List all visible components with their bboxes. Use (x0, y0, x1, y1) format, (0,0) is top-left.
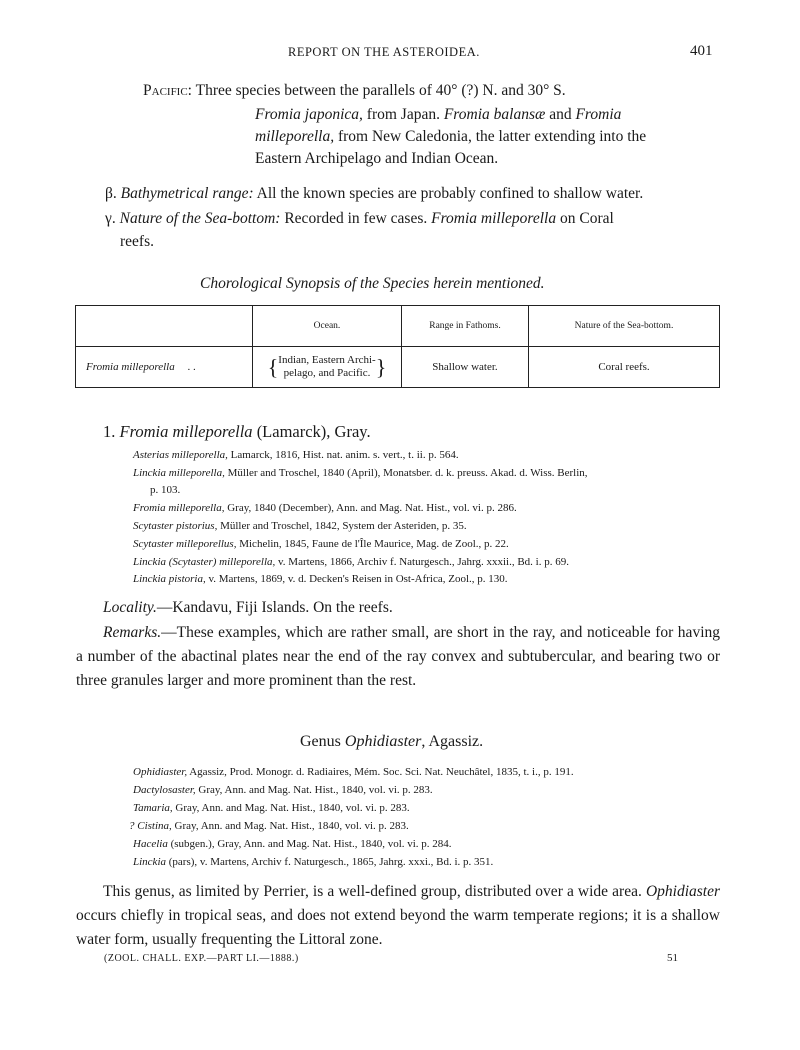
species-milleporella: milleporella, (255, 128, 335, 145)
locality-label: Locality. (103, 599, 157, 616)
synonym-name: Scytaster milleporellus, (133, 538, 237, 550)
gamma-label: Nature of the Sea-bottom: (119, 210, 281, 227)
cell-species (76, 347, 253, 388)
species-authority: (Lamarck), Gray. (252, 422, 371, 441)
left-brace: { (267, 354, 279, 380)
synonym-ref: v. Martens, 1869, v. d. Decken's Reisen in Ost-Africa, Zool., p. 130. (205, 573, 508, 585)
col-bottom: Nature of the Sea-bottom. (529, 306, 720, 347)
synonym-entry (150, 484, 180, 496)
pacific-text-3: from New Caledonia, the latter extending into the (334, 128, 647, 145)
genus-synonym-name: Hacelia (133, 838, 168, 850)
synonym-name: Linckia milleporella, (133, 467, 225, 479)
synonym-entry (133, 467, 588, 479)
synopsis-table (75, 305, 720, 388)
species-heading (103, 422, 371, 442)
pacific-text-2a: from Japan. (362, 106, 444, 123)
genus-synonym-name: ? Cistina, (129, 820, 172, 832)
remarks (76, 621, 720, 693)
cell-species-name: Fromia milleporella (86, 361, 175, 373)
col-species (76, 306, 253, 347)
right-brace: } (375, 354, 387, 380)
cell-species-dots: . . (187, 361, 196, 373)
synopsis-title: Chorological Synopsis of the Species herein mentioned. (200, 275, 545, 292)
cell-range: Shallow water. (402, 347, 529, 388)
genus-paragraph (76, 880, 720, 952)
ocean-line-1: Indian, Eastern Archi- (278, 354, 376, 366)
synonym-ref: p. 103. (150, 484, 181, 496)
synonym-entry (133, 573, 508, 585)
cell-ocean (253, 347, 402, 388)
sea-bottom-nature (105, 210, 614, 228)
synonym-ref: Lamarck, 1816, Hist. nat. anim. s. vert., t. ii. p. 564. (227, 449, 459, 461)
remarks-text: —These examples, which are rather small, are short in the ray, and noticeable for having a number of the abactinal plates near the end of the ray convex and subtubercular, and bearing two or three granules larger and more prominent than the rest. (76, 624, 720, 689)
pacific-details (255, 104, 725, 170)
genus-synonym-ref: (pars), v. Martens, Archiv f. Naturgesch., 1865, Jahrg. xxxi., Bd. i. p. 351. (166, 856, 494, 868)
genus-synonym-ref: (subgen.), Gray, Ann. and Mag. Nat. Hist., 1840, vol. vi. p. 284. (167, 838, 452, 850)
synonym-name: Asterias milleporella, (133, 449, 228, 461)
synonym-entry (133, 502, 517, 514)
pacific-line-1 (143, 82, 566, 100)
synonym-entry (133, 520, 467, 532)
locality (103, 599, 393, 617)
synonym-entry (133, 556, 569, 568)
beta-text: All the known species are probably confined to shallow water. (253, 185, 644, 202)
genus-synonym-entry (129, 820, 409, 832)
pacific-label: Pacific: (143, 82, 192, 99)
genus-heading (300, 733, 483, 751)
synonym-entry (133, 449, 459, 461)
page-number: 401 (690, 43, 713, 59)
locality-text: —Kandavu, Fiji Islands. On the reefs. (156, 599, 393, 616)
genus-name: Ophidiaster (344, 733, 422, 750)
species-fromia: Fromia (575, 106, 622, 123)
bathymetrical-range (105, 185, 643, 203)
footer-sheet-number: 51 (667, 952, 678, 964)
genus-para-b: occurs chiefly in tropical seas, and does not extend beyond the warm temperate regions; it is a shallow water form, usually frequenting the Littoral zone. (76, 907, 720, 948)
species-name: Fromia milleporella (119, 422, 253, 441)
genus-synonym-name: Linckia (133, 856, 166, 868)
synonym-ref: Müller and Troschel, 1840 (April), Monatsber. d. k. preuss. Akad. d. Wiss. Berlin, (224, 467, 588, 479)
genus-synonym-ref: Gray, Ann. and Mag. Nat. Hist., 1840, vol. vi. p. 283. (171, 820, 409, 832)
gamma-text-2: on Coral (556, 210, 614, 227)
synopsis-row (76, 347, 720, 388)
beta-marker: β. (105, 185, 117, 202)
genus-synonym-name: Tamaria, (133, 802, 173, 814)
running-header: REPORT ON THE ASTEROIDEA. (288, 45, 480, 59)
pacific-text-2b: and (545, 106, 576, 123)
gamma-text: Recorded in few cases. (280, 210, 432, 227)
ocean-line-2: pelago, and Pacific. (283, 367, 371, 379)
genus-synonym-name: Dactylosaster, (133, 784, 196, 796)
genus-para-a: This genus, as limited by Perrier, is a well-defined group, distributed over a wide area. (103, 883, 646, 900)
genus-synonym-entry (133, 802, 410, 814)
genus-synonym-ref: Gray, Ann. and Mag. Nat. Hist., 1840, vol. vi. p. 283. (172, 802, 410, 814)
species-number: 1. (103, 422, 116, 441)
pacific-text-4: Eastern Archipelago and Indian Ocean. (255, 150, 499, 167)
synonym-ref: v. Martens, 1866, Archiv f. Naturgesch., Jahrg. xxxii., Bd. i. p. 69. (275, 556, 569, 568)
sea-bottom-line-2: reefs. (120, 233, 154, 250)
footer-signature: (ZOOL. CHALL. EXP.—PART LI.—1888.) (104, 953, 299, 964)
synonym-ref: Michelin, 1845, Faune de l'Île Maurice, Mag. de Zool., p. 22. (236, 538, 509, 550)
genus-synonym-entry (133, 838, 452, 850)
col-ocean: Ocean. (253, 306, 402, 347)
remarks-label: Remarks. (103, 624, 162, 641)
genus-prefix: Genus (300, 733, 345, 750)
synonym-ref: Gray, 1840 (December), Ann. and Mag. Nat. Hist., vol. vi. p. 286. (224, 502, 517, 514)
col-range: Range in Fathoms. (402, 306, 529, 347)
synonym-ref: Müller and Troschel, 1842, System der Asteriden, p. 35. (217, 520, 467, 532)
synonym-name: Linckia (Scytaster) milleporella, (133, 556, 276, 568)
genus-authority: , Agassiz. (421, 733, 484, 750)
genus-para-italic: Ophidiaster (645, 883, 720, 900)
synonym-name: Linckia pistoria, (133, 573, 206, 585)
cell-bottom: Coral reefs. (529, 347, 720, 388)
synonym-name: Fromia milleporella, (133, 502, 225, 514)
genus-synonym-entry (133, 766, 574, 778)
genus-synonym-ref: Agassiz, Prod. Monogr. d. Radiaires, Mém. Soc. Sci. Nat. Neuchâtel, 1835, t. i., p. 191. (187, 766, 574, 778)
gamma-marker: γ. (105, 210, 116, 227)
synonym-name: Scytaster pistorius, (133, 520, 218, 532)
synonym-entry (133, 538, 509, 550)
ocean-text (278, 354, 375, 380)
species-fromia-japonica: Fromia japonica, (255, 106, 363, 123)
pacific-text: Three species between the parallels of 40° (?) N. and 30° S. (195, 82, 566, 99)
species-fromia-balansae: Fromia balansæ (443, 106, 546, 123)
genus-synonym-name: Ophidiaster, (133, 766, 188, 778)
genus-synonym-entry (133, 856, 493, 868)
gamma-species: Fromia milleporella (431, 210, 557, 227)
genus-synonym-entry (133, 784, 433, 796)
synopsis-header-row (76, 306, 720, 347)
genus-synonym-ref: Gray, Ann. and Mag. Nat. Hist., 1840, vol. vi. p. 283. (195, 784, 433, 796)
beta-label: Bathymetrical range: (120, 185, 254, 202)
